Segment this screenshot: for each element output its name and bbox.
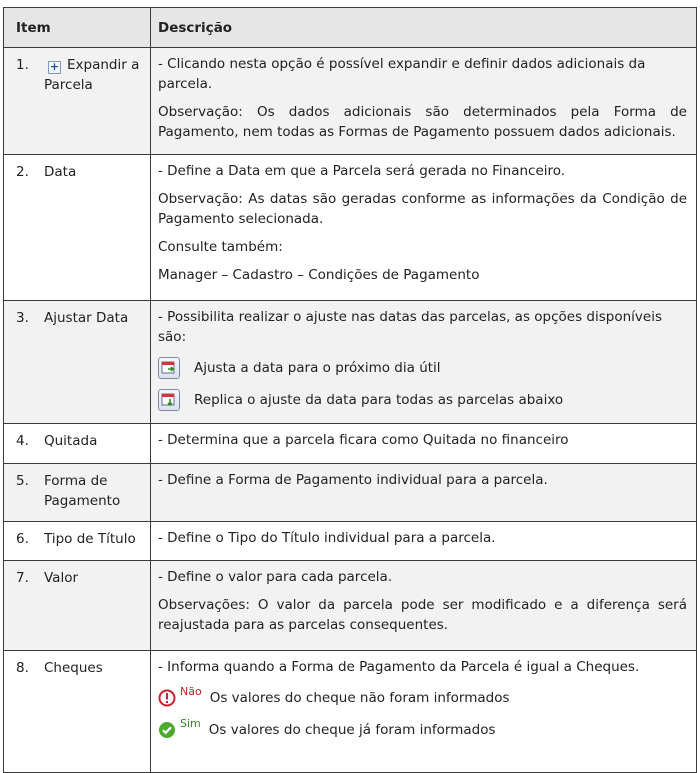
- description-line: Observação: Os dados adicionais são determinados pela Forma de Pagamento, nem todas as Formas de Pagamento possuem dados adicionais.: [158, 104, 687, 140]
- description-line: - Define a Data em que a Parcela será gerada no Financeiro.: [158, 163, 566, 179]
- calendar-arrow-icon[interactable]: [158, 357, 180, 379]
- item-cell: [4, 651, 151, 773]
- item-number: 2.: [16, 164, 29, 180]
- description-line: - Determina que a parcela ficara como Quitada no financeiro: [158, 432, 569, 448]
- table-row: [4, 155, 697, 301]
- item-label: Quitada: [44, 433, 98, 449]
- header-item: Item: [4, 8, 151, 48]
- status-badge-yes: [158, 717, 201, 739]
- header-descricao: Descrição: [151, 8, 697, 48]
- table-row: [4, 561, 697, 651]
- description-line: Manager – Cadastro – Condições de Pagamento: [158, 267, 480, 283]
- calendar-replicate-icon[interactable]: [158, 389, 180, 411]
- description-cell: [151, 424, 697, 464]
- table-row: [4, 48, 697, 155]
- description-line: - Define a Forma de Pagamento individual para a parcela.: [158, 472, 548, 488]
- item-cell: [4, 48, 151, 155]
- description-line: Observação: As datas são geradas conforme as informações da Condição de Pagamento selecionada.: [158, 191, 687, 227]
- description-line: Observações: O valor da parcela pode ser modificado e a diferença será reajustada para as parcelas consequentes.: [158, 597, 687, 633]
- table-row: [4, 424, 697, 464]
- table-row: [4, 522, 697, 561]
- table-header: [4, 8, 697, 48]
- badge-label-no: Não: [180, 685, 202, 698]
- item-label: Data: [44, 164, 77, 180]
- table-row: [4, 464, 697, 522]
- cheque-status-yes: [158, 717, 687, 743]
- item-label: Ajustar Data: [44, 310, 129, 326]
- expand-plus-icon[interactable]: +: [49, 60, 60, 73]
- item-number: 1.: [16, 57, 29, 73]
- item-label: Tipo de Título: [44, 531, 136, 547]
- description-line: - Possibilita realizar o ajuste nas datas das parcelas, as opções disponíveis são:: [158, 309, 662, 345]
- item-number: 7.: [16, 570, 29, 586]
- description-cell: [151, 651, 697, 773]
- item-label: Cheques: [44, 660, 103, 676]
- description-line: - Clicando nesta opção é possível expandir e definir dados adicionais da parcela.: [158, 56, 646, 92]
- status-badge-no: [158, 685, 202, 707]
- description-cell: [151, 464, 697, 522]
- alert-circle-icon: [158, 689, 176, 707]
- table-row: [4, 301, 697, 424]
- item-cell: [4, 561, 151, 651]
- check-circle-icon: [158, 721, 176, 739]
- description-line: - Informa quando a Forma de Pagamento da Parcela é igual a Cheques.: [158, 659, 640, 675]
- status-text: Os valores do cheque não foram informados: [209, 690, 510, 706]
- items-table: [3, 7, 697, 773]
- status-text: Os valores do cheque já foram informados: [208, 722, 496, 738]
- item-cell: [4, 155, 151, 301]
- item-cell: [4, 522, 151, 561]
- option-replicate-adjustment: [158, 387, 687, 413]
- item-cell: [4, 424, 151, 464]
- cheque-status-no: [158, 685, 687, 711]
- item-cell: [4, 301, 151, 424]
- description-line: - Define o Tipo do Título individual para a parcela.: [158, 530, 496, 546]
- option-label: Replica o ajuste da data para todas as parcelas abaixo: [194, 392, 564, 408]
- item-number: 6.: [16, 531, 29, 547]
- description-cell: [151, 301, 697, 424]
- item-label: Expandir a Parcela: [44, 57, 140, 93]
- badge-label-yes: Sim: [180, 717, 201, 730]
- item-label: Valor: [44, 570, 79, 586]
- table-row: [4, 651, 697, 773]
- option-next-business-day: [158, 355, 687, 381]
- item-cell: [4, 464, 151, 522]
- item-number: 8.: [16, 660, 29, 676]
- description-line: - Define o valor para cada parcela.: [158, 569, 393, 585]
- description-line: Consulte também:: [158, 239, 283, 255]
- description-cell: [151, 522, 697, 561]
- option-label: Ajusta a data para o próximo dia útil: [194, 360, 441, 376]
- description-cell: [151, 561, 697, 651]
- description-cell: [151, 155, 697, 301]
- description-cell: [151, 48, 697, 155]
- item-label: Forma de Pagamento: [44, 473, 121, 509]
- item-number: 5.: [16, 473, 29, 489]
- item-number: 4.: [16, 433, 29, 449]
- item-number: 3.: [16, 310, 29, 326]
